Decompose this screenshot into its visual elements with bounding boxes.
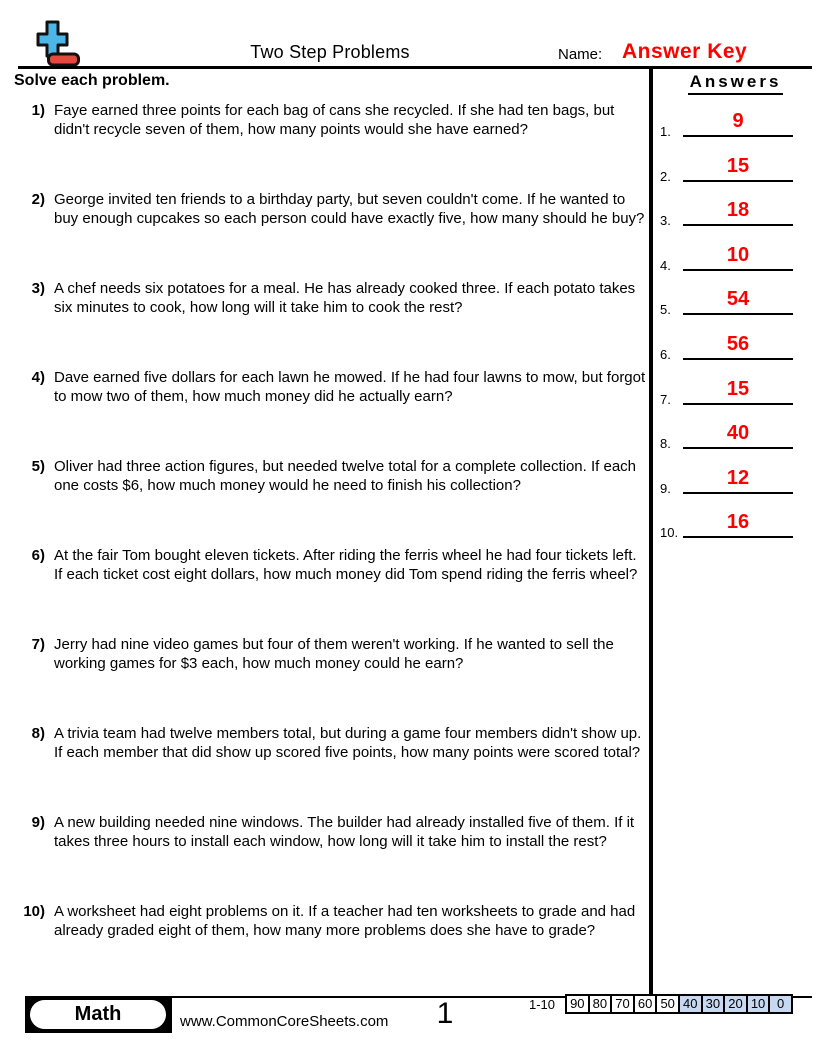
answer-value: 15: [726, 378, 750, 400]
answer-blank-line: [683, 243, 793, 271]
problem-text: A trivia team had twelve members total, but during a game four members didn't show up. If each member that did show up scored five points, how many points were scored total?: [54, 725, 642, 761]
answer-number: 1.: [660, 124, 671, 139]
answer-number: 9.: [660, 481, 671, 496]
answer-value: 40: [726, 422, 750, 444]
problem-item-5: [20, 457, 648, 546]
problem-item-4: [20, 368, 648, 457]
subject-badge: [25, 996, 172, 1033]
answer-blank-line: [683, 510, 793, 538]
answer-row-10: [658, 509, 813, 541]
problem-item-3: [20, 279, 648, 368]
answer-number: 6.: [660, 347, 671, 362]
answer-row-1: [658, 108, 813, 140]
grade-cell: 30: [701, 994, 726, 1014]
answer-row-8: [658, 420, 813, 452]
problem-text: George invited ten friends to a birthday party, but seven couldn't come. If he wanted to buy enough cupcakes so each person could have exactly five, how many should he buy?: [54, 191, 645, 227]
answers-column-divider: [649, 66, 653, 995]
answer-value: 18: [726, 199, 750, 221]
problem-number: 6): [31, 547, 45, 564]
problem-item-8: [20, 724, 648, 813]
problem-text: At the fair Tom bought eleven tickets. After riding the ferris wheel he had four tickets left. If each ticket cost eight dollars, how much money did Tom spend riding the ferris wheel?: [54, 547, 638, 583]
answer-number: 8.: [660, 436, 671, 451]
answer-row-3: [658, 197, 813, 229]
answer-row-2: [658, 153, 813, 185]
answer-row-9: [658, 465, 813, 497]
problems-list: [20, 101, 648, 991]
problem-text: A new building needed nine windows. The builder had already installed five of them. If it takes three hours to install each window, how long will it take him to install the rest?: [54, 814, 635, 850]
answer-blank-line: [683, 466, 793, 494]
answer-row-7: [658, 376, 813, 408]
problem-number: 1): [31, 102, 45, 119]
answer-blank-line: [683, 198, 793, 226]
grade-range-label: 1-10: [529, 997, 556, 1012]
answer-row-5: [658, 286, 813, 318]
answer-row-6: [658, 331, 813, 363]
answer-number: 5.: [660, 302, 671, 317]
website-url: www.CommonCoreSheets.com: [180, 1013, 389, 1030]
problem-number: 10): [23, 903, 45, 920]
problem-number: 5): [31, 458, 45, 475]
answer-row-4: [658, 242, 813, 274]
grade-cell: 60: [633, 994, 658, 1014]
answer-value: 10: [726, 244, 750, 266]
grade-cell: 40: [678, 994, 703, 1014]
problem-text: Oliver had three action figures, but needed twelve total for a complete collection. If each one costs $6, how much money would he need to finish his collection?: [54, 458, 636, 494]
problem-text: A chef needs six potatoes for a meal. He has already cooked three. If each potato takes six minutes to cook, how long will it take him to cook the rest?: [54, 280, 636, 316]
problem-number: 2): [31, 191, 45, 208]
name-label: Name:: [558, 46, 603, 63]
answer-number: 3.: [660, 213, 671, 228]
plus-minus-logo-icon: [36, 18, 84, 68]
answer-blank-line: [683, 421, 793, 449]
instructions-text: Solve each problem.: [14, 72, 170, 89]
problem-item-1: [20, 101, 648, 190]
grading-scale-table: [565, 994, 793, 1014]
grade-cell: 10: [746, 994, 771, 1014]
problem-item-2: [20, 190, 648, 279]
grade-cell: 80: [588, 994, 613, 1014]
grade-cell: 50: [655, 994, 680, 1014]
problem-text: A worksheet had eight problems on it. If a teacher had ten worksheets to grade and had already graded eight of them, how many more problems does she have to grade?: [54, 903, 636, 939]
problem-item-10: [20, 902, 648, 991]
answer-value: 54: [726, 288, 750, 310]
grade-cell: 90: [565, 994, 590, 1014]
answer-value: 15: [726, 155, 750, 177]
answer-blank-line: [683, 377, 793, 405]
answer-key-label: Answer Key: [622, 40, 748, 63]
answer-number: 7.: [660, 392, 671, 407]
answer-blank-line: [683, 287, 793, 315]
grade-cell: 70: [610, 994, 635, 1014]
answer-blank-line: [683, 154, 793, 182]
problem-number: 4): [31, 369, 45, 386]
answer-number: 2.: [660, 169, 671, 184]
answer-blank-line: [683, 109, 793, 137]
problem-text: Faye earned three points for each bag of cans she recycled. If she had ten bags, but didn't recycle seven of them, how many points would she have earned?: [54, 102, 615, 138]
page-title: Two Step Problems: [250, 42, 410, 62]
answer-blank-line: [683, 332, 793, 360]
answer-value: 12: [726, 467, 750, 489]
answer-value: 9: [732, 110, 744, 132]
grade-cell: 0: [768, 994, 793, 1014]
header-divider: [18, 66, 812, 69]
answer-value: 16: [726, 511, 750, 533]
subject-label: Math: [30, 1000, 166, 1029]
problem-item-7: [20, 635, 648, 724]
answer-number: 10.: [660, 525, 679, 540]
problem-number: 3): [31, 280, 45, 297]
answer-value: 56: [726, 333, 750, 355]
grade-cell: 20: [723, 994, 748, 1014]
problem-number: 9): [31, 814, 45, 831]
problem-text: Jerry had nine video games but four of them weren't working. If he wanted to sell the working games for $3 each, how much money could he earn?: [54, 636, 614, 672]
answers-heading: Answers: [658, 72, 813, 95]
problem-number: 8): [31, 725, 45, 742]
answer-number: 4.: [660, 258, 671, 273]
problem-text: Dave earned five dollars for each lawn he mowed. If he had four lawns to mow, but forgot to mow two of them, how much money did he actually earn?: [54, 369, 646, 405]
problem-item-9: [20, 813, 648, 902]
problem-number: 7): [31, 636, 45, 653]
problem-item-6: [20, 546, 648, 635]
page-number: 1: [436, 997, 454, 1030]
